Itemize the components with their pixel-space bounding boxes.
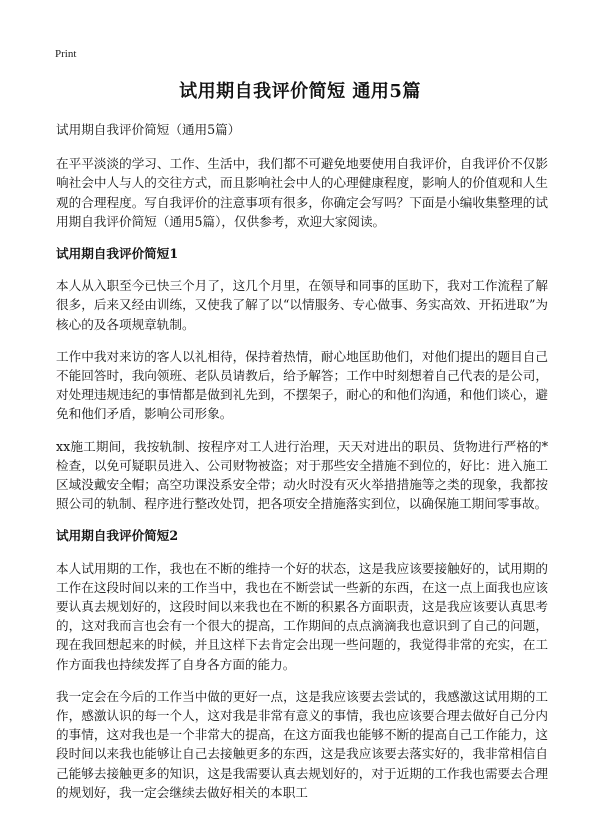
intro-paragraph: 在平平淡淡的学习、工作、生活中，我们都不可避免地要使用自我评价，自我评价不仅影响社会中人与人的交往方式，而且影响社会中人的心理健康程度，影响人的价值观和人生观的合理程度。写自我评价的注意事项有很多，你确定会写吗？下面是小编收集整理的试用期自我评价简短（通用5篇），仅供参考，欢迎大家阅读。	[56, 156, 548, 229]
section-2-paragraph-1: 本人试用期的工作，我也在不断的维持一个好的状态，这是我应该要接触好的，试用期的工作在这段时间以来的工作当中，我也在不断尝试一些新的东西，在这一点上面我也应该要认真去规划好的，这段时间以来我也在不断的积累各方面职责，这是我应该要认真思考的，这对我而言也会有一个很大的提高，工作期间的点点滴滴我也意识到了自己的问题，现在我回想起来的时候，并且这样下去肯定会出现一些问题的，我觉得非常的充实，在工作方面我也持续发挥了自身各方面的能力。	[56, 560, 548, 672]
section-1-paragraph-3: xx施工期间，我按轨制、按程序对工人进行治理，天天对进出的职员、货物进行严格的*检查，以免可疑职员进入、公司财物被盗；对于那些安全措施不到位的，好比：进入施工区域没戴安全帽；高空功课没系安全带；动火时没有灭火举措措施等之类的现象，我都按照公司的轨制、程序进行整改处罚，把各项安全措施落实到位，以确保施工期间零事故。	[56, 438, 548, 512]
document-subtitle: 试用期自我评价简短（通用5篇）	[56, 122, 241, 137]
section-2-paragraph-2: 我一定会在今后的工作当中做的更好一点，这是我应该要去尝试的，我感激这试用期的工作，感激认识的每一个人，这对我是非常有意义的事情，我也应该要合理去做好自己分内的事情，这对我也是一个非常大的提高，在这方面我也能够不断的提高自己工作能力，这段时间以来我也能够让自己去接触更多的东西，这是我应该要去落实好的，我非常相信自己能够去接触更多的知识，这是我需要认真去规划好的，对于近期的工作我也需要去合理的规划好，我一定会继续去做好相关的本职工	[56, 688, 548, 800]
section-heading-2: 试用期自我评价简短2	[56, 528, 179, 544]
print-link[interactable]: Print	[55, 48, 77, 60]
section-1-paragraph-2: 工作中我对来访的客人以礼相待，保持着热情，耐心地匡助他们，对他们提出的题目自己不能回答时，我向领班、老队员请教后，给予解答；工作中时刻想着自己代表的是公司，对处理违规违纪的事情都是做到礼先到，不摆架子，耐心的和他们沟通，和他们谈心，避免和他们矛盾，影响公司形象。	[56, 348, 548, 422]
section-heading-1: 试用期自我评价简短1	[56, 246, 179, 262]
section-1-paragraph-1: 本人从入职至今已快三个月了，这几个月里，在领导和同事的匡助下，我对工作流程了解很多，后来又经由训练，又使我了解了以“以情服务、专心做事、务实高效、开拓进取”为核心的及各项规章轨制。	[56, 278, 548, 332]
page-title: 试用期自我评价简短 通用5篇	[179, 81, 421, 102]
document-body	[56, 120, 548, 815]
